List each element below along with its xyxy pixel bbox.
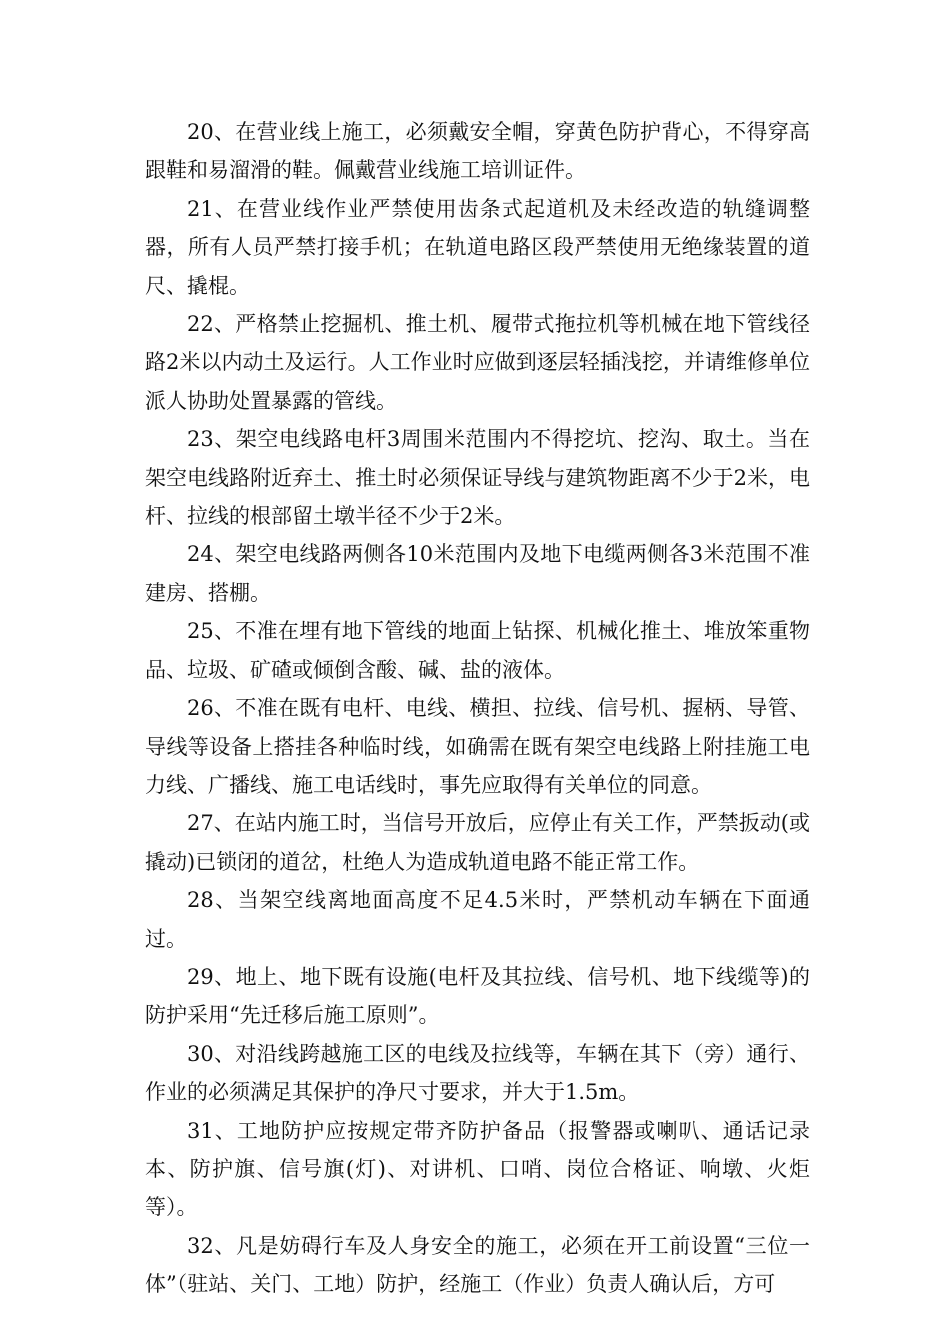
paragraph-25: 25、不准在埋有地下管线的地面上钻探、机械化推土、堆放笨重物品、垃圾、矿碴或倾倒含酸、碱、盐的液体。 xyxy=(145,619,810,682)
paragraph-31: 31、工地防护应按规定带齐防护备品（报警器或喇叭、通话记录本、防护旗、信号旗(灯)、对讲机、口哨、岗位合格证、响墩、火炬等）。 xyxy=(145,1118,810,1220)
paragraph-22: 22、严格禁止挖掘机、推土机、履带式拖拉机等机械在地下管线径路2米以内动土及运行。人工作业时应做到逐层轻插浅挖，并请维修单位派人协助处置暴露的管线。 xyxy=(145,312,810,413)
paragraph-23: 23、架空电线路电杆3周围米范围内不得挖坑、挖沟、取土。当在架空电线路附近弃土、推土时必须保证导线与建筑物距离不少于2米，电杆、拉线的根部留土墩半径不少于2米。 xyxy=(145,427,810,529)
paragraph-28: 28、当架空线离地面高度不足4.5米时，严禁机动车辆在下面通过。 xyxy=(145,888,810,951)
paragraph-24: 24、架空电线路两侧各10米范围内及地下电缆两侧各3米范围不准建房、搭棚。 xyxy=(145,542,810,605)
paragraph-26: 26、不准在既有电杆、电线、横担、拉线、信号机、握柄、导管、导线等设备上搭挂各种临时线，如确需在既有架空电线路上附挂施工电力线、广播线、施工电话线时，事先应取得有关单位的同意。 xyxy=(145,696,810,797)
paragraph-27: 27、在站内施工时，当信号开放后，应停止有关工作，严禁扳动(或撬动)已锁闭的道岔，杜绝人为造成轨道电路不能正常工作。 xyxy=(145,811,810,874)
document-body xyxy=(145,113,810,1304)
paragraph-32: 32、凡是妨碍行车及人身安全的施工，必须在开工前设置“三位一体”（驻站、关门、工地）防护，经施工（作业）负责人确认后，方可 xyxy=(145,1233,810,1297)
paragraph-20: 20、在营业线上施工，必须戴安全帽，穿黄色防护背心，不得穿高跟鞋和易溜滑的鞋。佩戴营业线施工培训证件。 xyxy=(145,120,810,183)
paragraph-21: 21、在营业线作业严禁使用齿条式起道机及未经改造的轨缝调整器，所有人员严禁打接手机；在轨道电路区段严禁使用无绝缘装置的道尺、撬棍。 xyxy=(145,196,810,298)
paragraph-29: 29、地上、地下既有设施(电杆及其拉线、信号机、地下线缆等)的防护采用“先迁移后施工原则”。 xyxy=(145,964,810,1028)
paragraph-30: 30、对沿线跨越施工区的电线及拉线等，车辆在其下（旁）通行、作业的必须满足其保护的净尺寸要求，并大于1.5m。 xyxy=(145,1041,810,1105)
